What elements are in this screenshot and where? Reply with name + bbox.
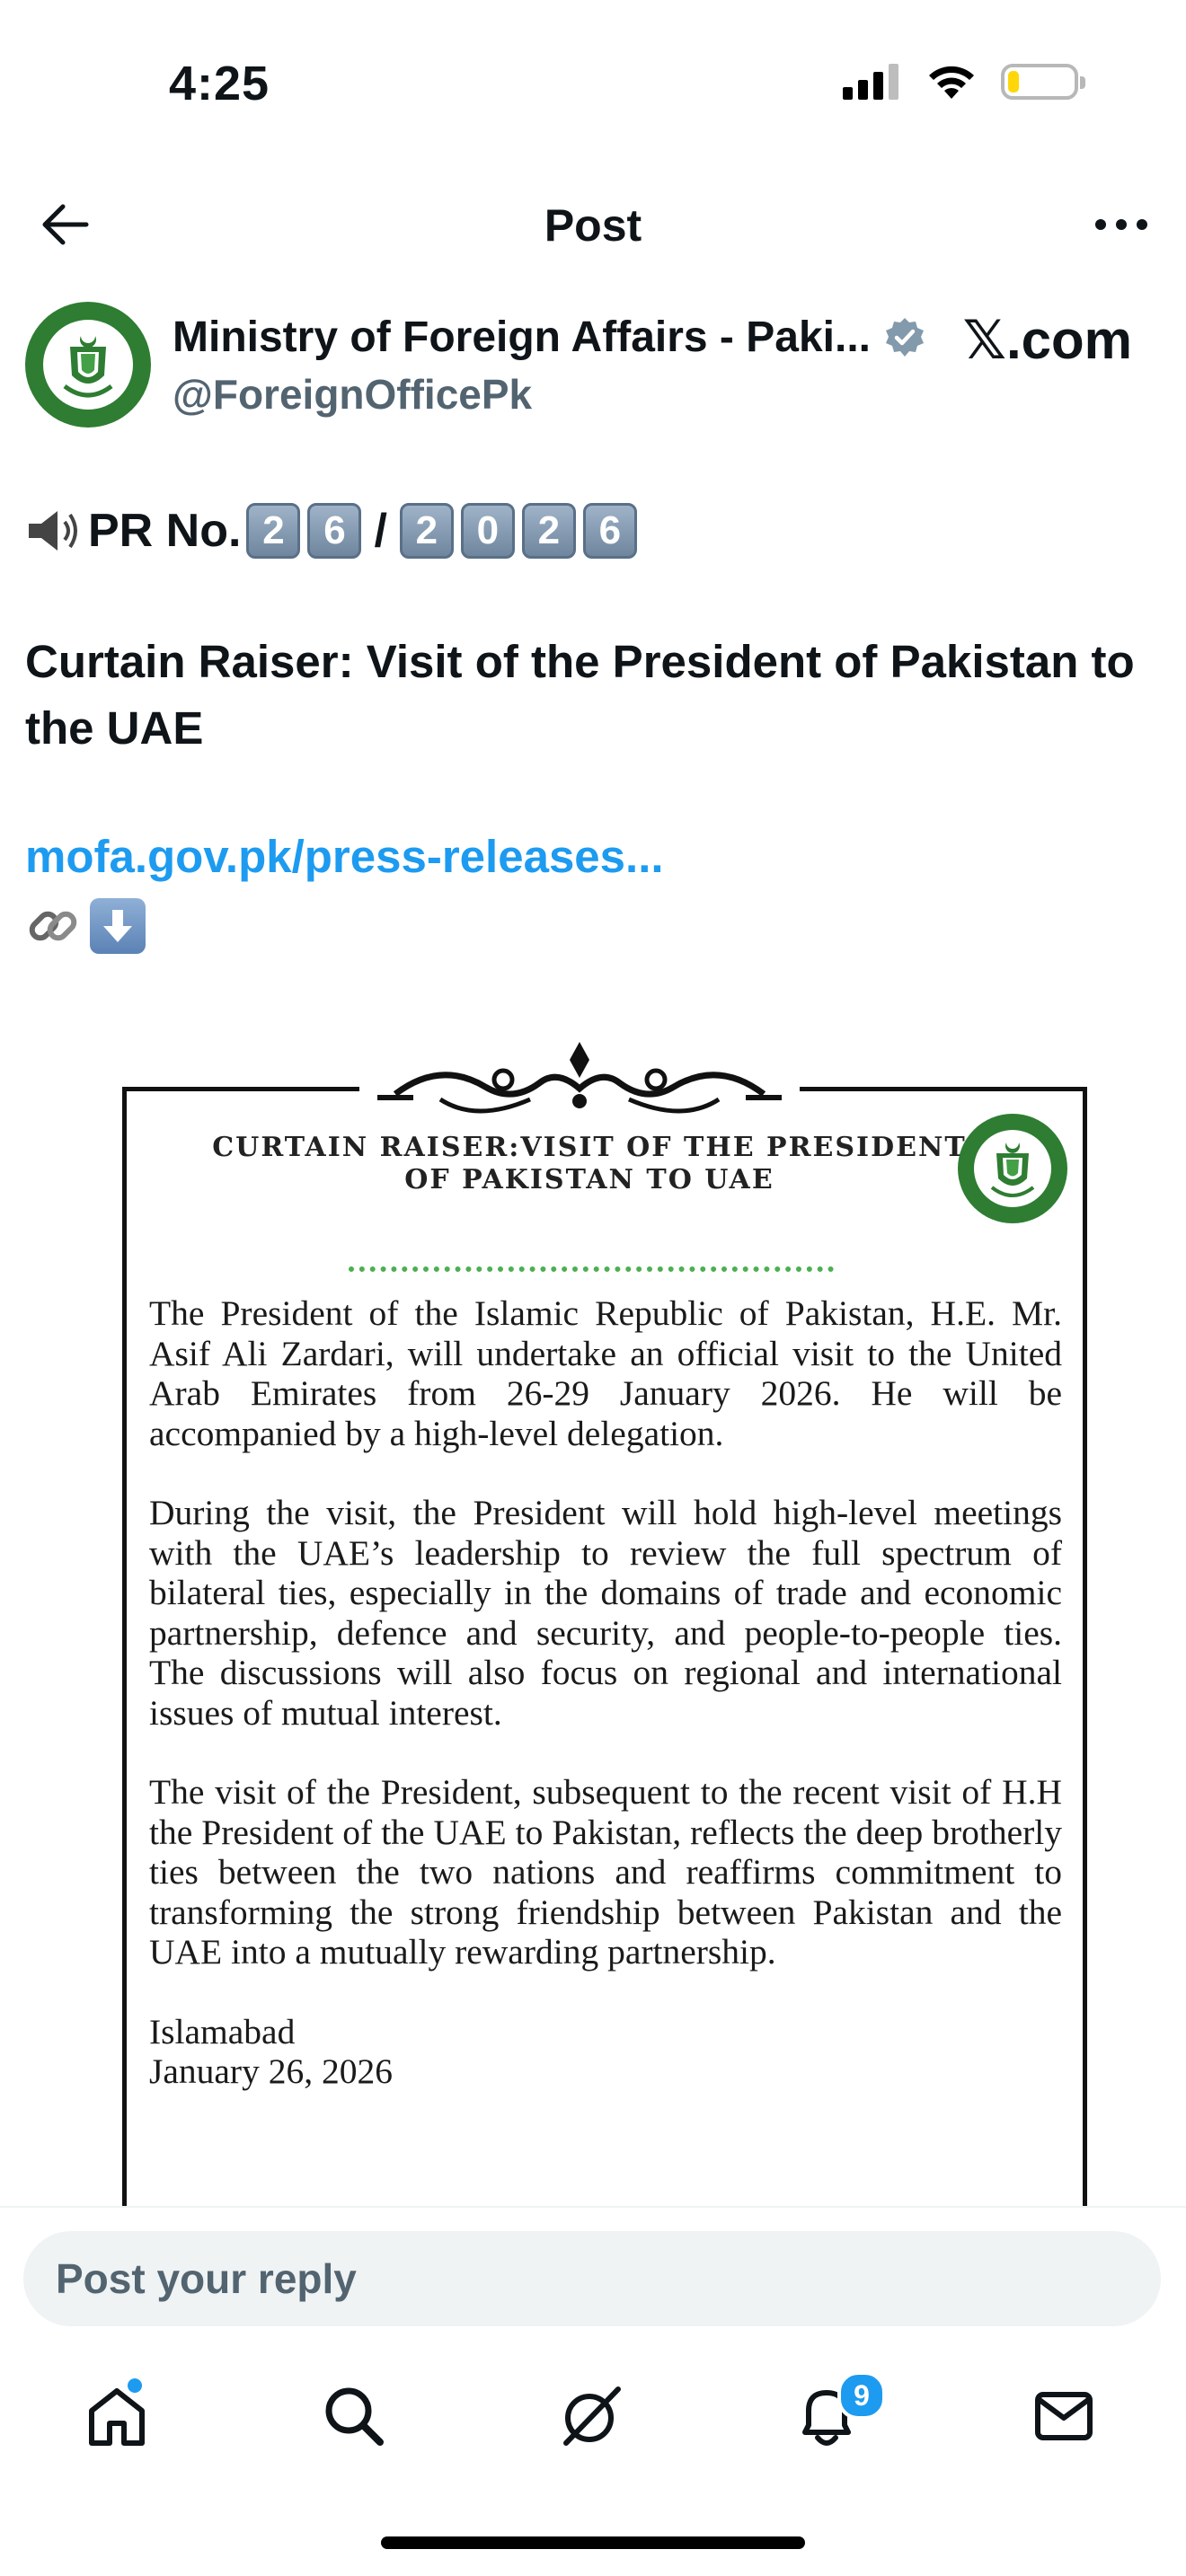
new-content-dot (128, 2378, 142, 2393)
home-indicator (381, 2536, 805, 2549)
cellular-signal-icon (843, 64, 902, 100)
document-place: Islamabad (149, 2011, 296, 2051)
reply-divider (0, 2206, 1186, 2208)
more-horizontal-icon (1094, 218, 1148, 231)
tab-messages[interactable] (1019, 2371, 1109, 2461)
link-icon (25, 898, 81, 954)
more-options-button[interactable] (1089, 192, 1154, 257)
tab-search[interactable] (309, 2371, 399, 2461)
home-icon (84, 2384, 149, 2448)
digit-keycap: 2 (246, 503, 300, 559)
pr-prefix: PR No. (88, 505, 242, 557)
document-paragraph: The visit of the President, subsequent to the recent visit of H.H the President of the UAE to Pakistan, reflects the deep brotherly ties between the two nations and reaffirms commitment to transforming the strong friendship between Pakistan and the UAE into a mutually rewarding partnership. (149, 1772, 1062, 1972)
tab-notifications[interactable] (782, 2371, 872, 2461)
wifi-icon (925, 63, 978, 101)
digit-keycap: 2 (400, 503, 454, 559)
document-date: January 26, 2026 (149, 2051, 393, 2091)
document-paragraph: The President of the Islamic Republic of Pakistan, H.E. Mr. Asif Ali Zardari, will undertake an official visit to the United Arab Emirates from 26-29 January 2026. He will be accompanied by a high-level delegation. (149, 1293, 1062, 1453)
press-release-number (25, 503, 644, 559)
government-seal-icon (956, 1112, 1069, 1225)
verified-badge-icon (883, 316, 926, 359)
author-name[interactable] (173, 313, 926, 362)
speaker-icon (25, 506, 81, 556)
dotted-divider (349, 1266, 834, 1272)
document-title: CURTAIN RAISER:VISIT OF THE PRESIDENT OF PAKISTAN TO UAE (212, 1132, 967, 1195)
down-arrow-icon (90, 898, 146, 954)
document-paragraph: During the visit, the President will hold high-level meetings with the UAE’s leadership to review the full spectrum of bilateral ties, especially in the domains of trade and economic partnership, defence and security, and people-to-people ties. The discussions will also focus on regional and international issues of mutual interest. (149, 1493, 1062, 1733)
tab-grok[interactable] (546, 2371, 636, 2461)
search-icon (323, 2385, 385, 2448)
document-body (149, 1293, 1062, 2092)
author-name-text: Ministry of Foreign Affairs - Paki... (173, 313, 871, 361)
tab-home[interactable] (72, 2371, 162, 2461)
author-handle[interactable]: @ForeignOfficePk (173, 371, 533, 418)
avatar[interactable] (23, 300, 153, 429)
post-headline: Curtain Raiser: Visit of the President of Pakistan to the UAE (25, 636, 1135, 754)
reply-input[interactable] (23, 2231, 1161, 2326)
battery-icon (1001, 64, 1078, 100)
notification-count-badge: 9 (837, 2371, 886, 2420)
page-title: Post (544, 200, 642, 251)
digit-keycap: 2 (522, 503, 576, 559)
press-release-link[interactable]: mofa.gov.pk/press-releases... (25, 831, 664, 882)
ornament-icon (359, 1024, 800, 1132)
press-release-image[interactable] (0, 1024, 1186, 2206)
mail-icon (1033, 2389, 1094, 2443)
status-time: 4:25 (169, 57, 270, 110)
digit-keycap: 0 (461, 503, 515, 559)
status-icons (843, 63, 1078, 101)
digit-keycap: 6 (583, 503, 637, 559)
pr-slash: / (374, 505, 387, 557)
digit-keycap: 6 (307, 503, 361, 559)
emoji-row (25, 898, 146, 954)
site-label: 𝕏.com (962, 310, 1132, 370)
grok-icon (559, 2384, 624, 2448)
